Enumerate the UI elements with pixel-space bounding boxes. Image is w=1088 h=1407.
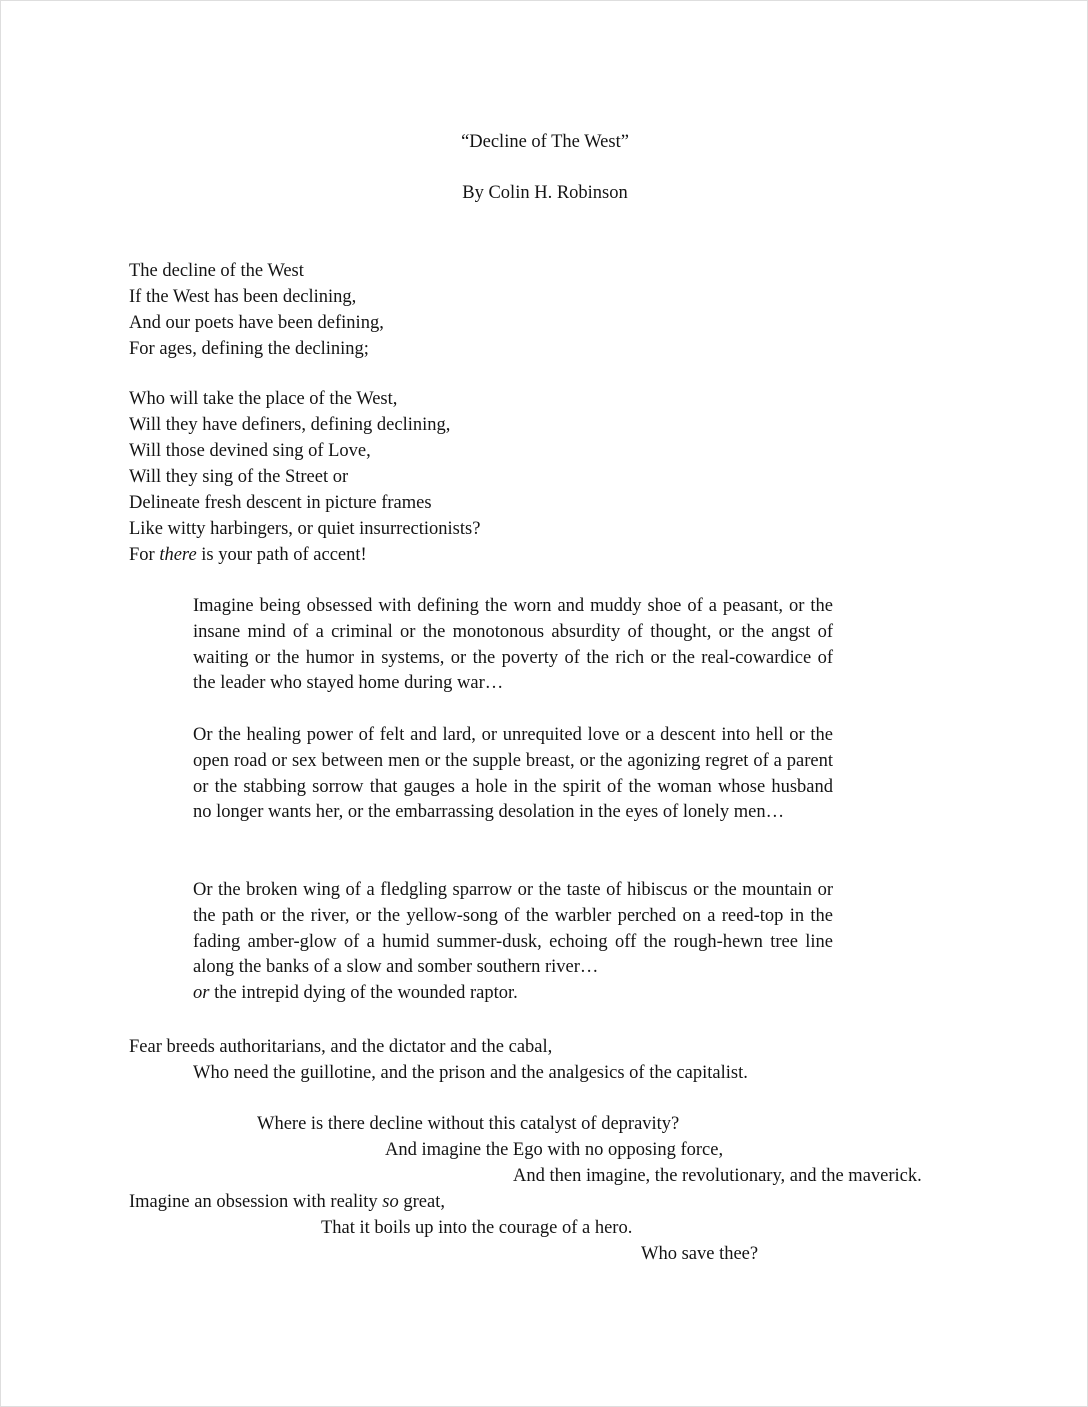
cascade-line-3: And then imagine, the revolutionary, and the maverick. <box>513 1166 922 1186</box>
poem-line: If the West has been declining, <box>129 287 357 307</box>
prose-paragraph-3 <box>193 878 833 1007</box>
poem-line: For ages, defining the declining; <box>129 339 369 359</box>
fear-line-2: Who need the guillotine, and the prison and the analgesics of the capitalist. <box>193 1063 748 1083</box>
poem-line: Will they have definers, defining declining, <box>129 415 451 435</box>
prose-paragraph-3-body: Or the broken wing of a fledgling sparrow or the taste of hibiscus or the mountain or the path or the river, or the yellow-song of the warbler perched on a reed-top in the fading amber-glow of a humid summer-dusk, echoing off the rough-hewn tree line along the banks of a slow and somber southern river… <box>193 880 833 978</box>
cascade-line-1: Where is there decline without this catalyst of depravity? <box>257 1114 680 1134</box>
italic-emphasis: there <box>159 545 197 565</box>
cascade-line-2: And imagine the Ego with no opposing force, <box>385 1140 724 1160</box>
obsession-line: Imagine an obsession with reality so great, <box>129 1192 445 1212</box>
poem-line: Will those devined sing of Love, <box>129 441 371 461</box>
poem-title: “Decline of The West” <box>461 132 629 152</box>
final-line: Who save thee? <box>641 1244 759 1264</box>
courage-line: That it boils up into the courage of a hero. <box>321 1218 633 1238</box>
italic-emphasis: so <box>382 1192 399 1212</box>
poem-line: The decline of the West <box>129 261 304 281</box>
poem-line: For there is your path of accent! <box>129 545 367 565</box>
stanza-2 <box>129 386 480 568</box>
poem-line: Like witty harbingers, or quiet insurrectionists? <box>129 519 481 539</box>
poem-line: Who will take the place of the West, <box>129 389 398 409</box>
poem-line: Delineate fresh descent in picture frames <box>129 493 432 513</box>
poem-line: And our poets have been defining, <box>129 313 384 333</box>
prose-paragraph-1: Imagine being obsessed with defining the worn and muddy shoe of a peasant, or the insane mind of a criminal or the monotonous absurdity of thought, or the angst of waiting or the humor in systems, or the poverty of the rich or the real-cowardice of the leader who stayed home during war… <box>193 596 833 694</box>
prose-paragraph-2: Or the healing power of felt and lard, or unrequited love or a descent into hell or the open road or sex between men or the supple breast, or the agonizing regret of a parent or the stabbing sorrow that gauges a hole in the spirit of the woman whose husband no longer wants her, or the embarrassing desolation in the eyes of lonely men… <box>193 725 833 823</box>
stanza-1 <box>129 258 384 362</box>
prose-paragraph-3-last-line: or the intrepid dying of the wounded raptor. <box>193 983 518 1004</box>
fear-line-1: Fear breeds authoritarians, and the dictator and the cabal, <box>129 1037 553 1057</box>
poem-author: By Colin H. Robinson <box>462 183 628 203</box>
poem-line: Will they sing of the Street or <box>129 467 349 487</box>
italic-emphasis: or <box>193 983 210 1004</box>
